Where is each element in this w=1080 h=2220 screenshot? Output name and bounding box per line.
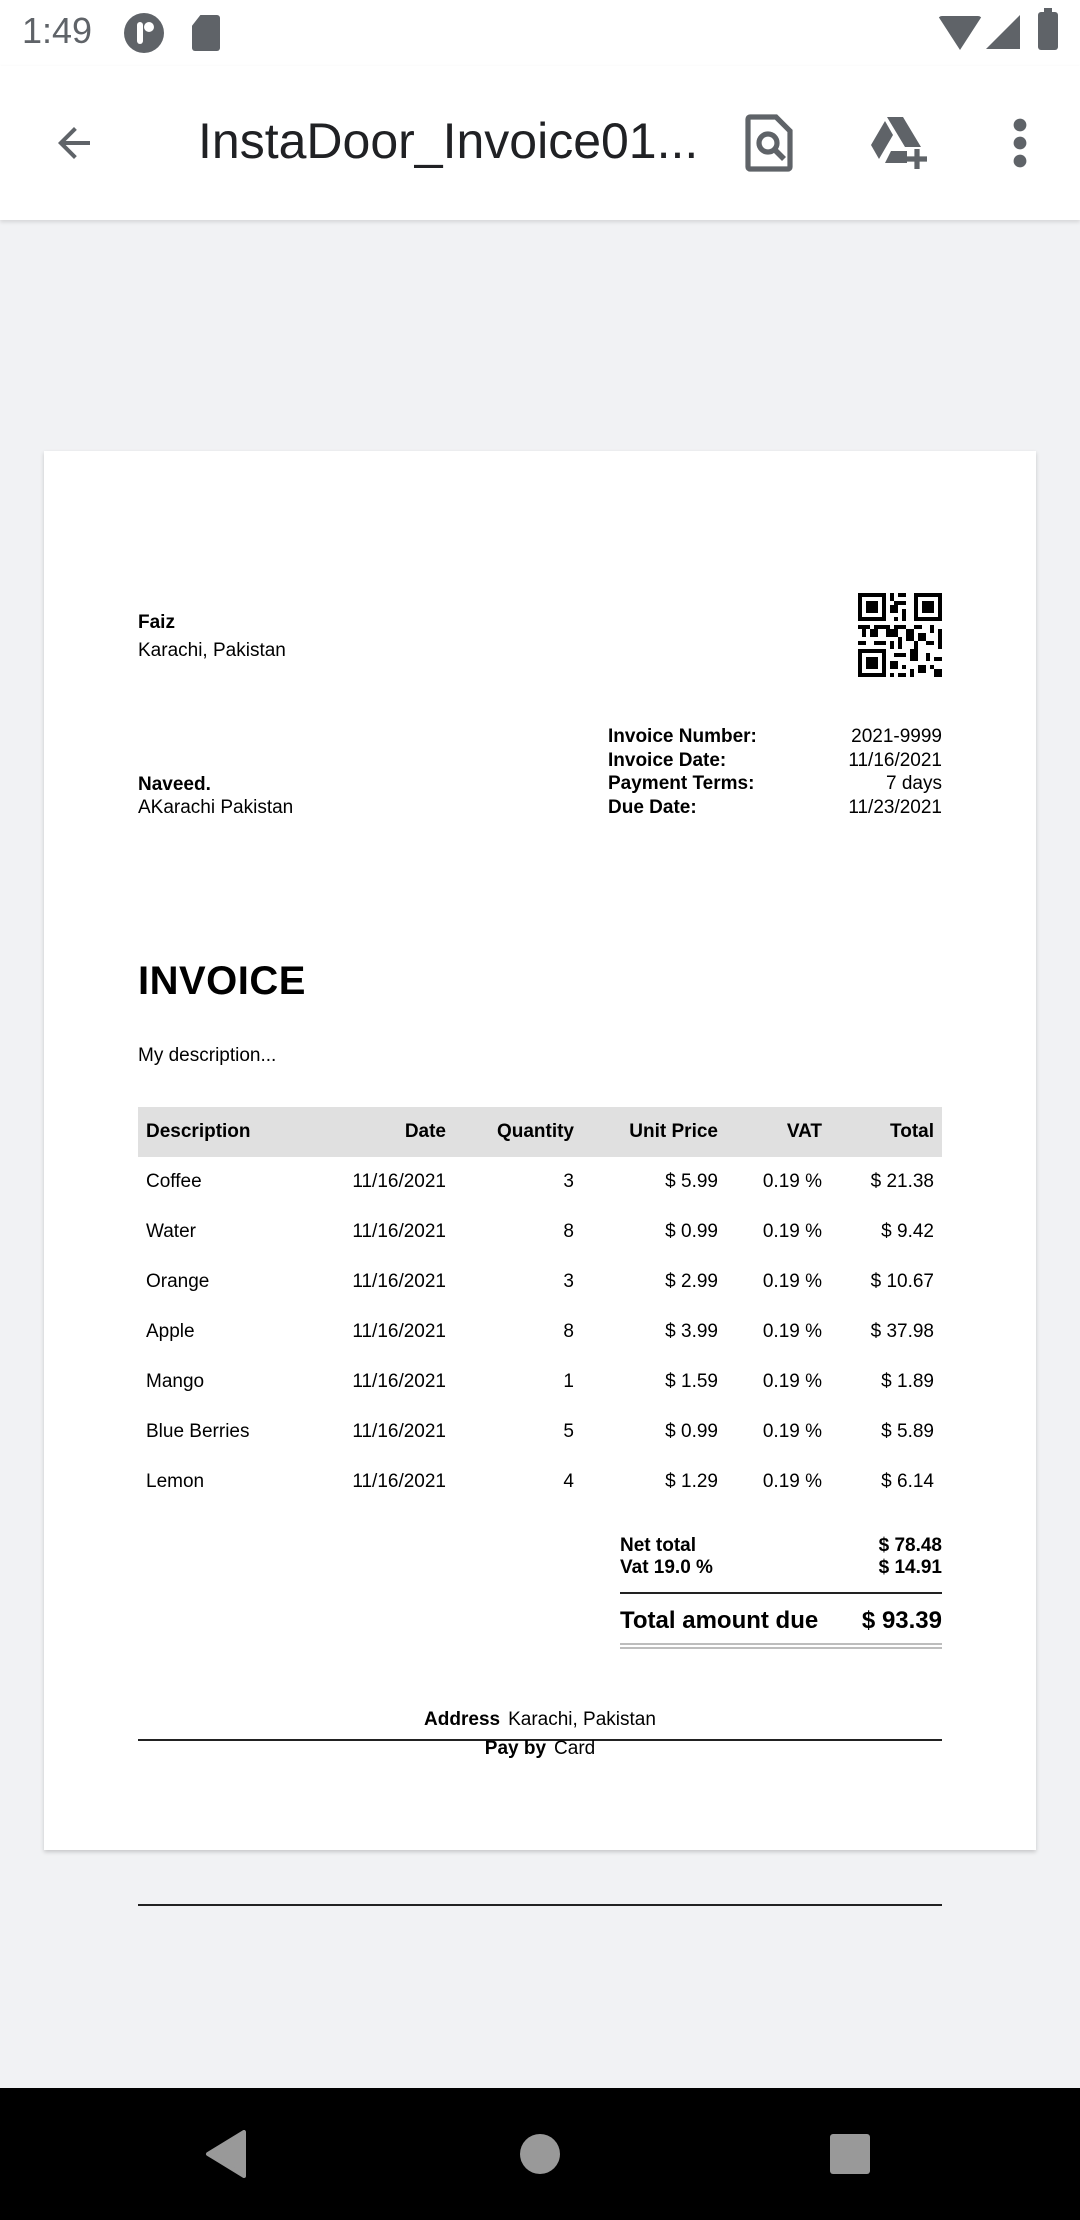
invoice-meta: [608, 725, 942, 819]
footer-payby-label: Pay by: [484, 1738, 547, 1759]
status-bar: [0, 0, 1080, 66]
total-due-value: $ 93.39: [861, 1607, 942, 1634]
app-bar: [0, 66, 1080, 220]
status-time: 1:49: [22, 10, 93, 51]
cell-unit-price: $ 2.99: [665, 1271, 718, 1292]
more-vert-icon: [1012, 117, 1028, 169]
cell-vat: 0.19 %: [762, 1321, 822, 1342]
totals-divider: [620, 1592, 942, 1594]
cell-unit-price: $ 0.99: [665, 1221, 718, 1242]
nav-back-button[interactable]: [196, 2124, 256, 2184]
meta-value: 11/23/2021: [848, 796, 942, 818]
cell-quantity: 1: [563, 1371, 574, 1392]
sender-address: Karachi, Pakistan: [138, 640, 286, 661]
meta-row-invoice-date: [608, 749, 942, 773]
footer-address-line: [138, 1705, 942, 1734]
cell-unit-price: $ 5.99: [665, 1171, 718, 1192]
cell-description: Water: [146, 1221, 196, 1242]
cell-description: Apple: [146, 1321, 195, 1342]
table-row: [138, 1457, 942, 1507]
net-total-value: $ 78.48: [878, 1535, 942, 1556]
meta-row-payment-terms: [608, 772, 942, 796]
table-header-row: [138, 1107, 942, 1157]
column-header-date: Date: [328, 1107, 454, 1157]
cell-description: Mango: [146, 1371, 205, 1392]
line-items-table: [138, 1107, 942, 1507]
net-total-label: Net total: [620, 1535, 696, 1556]
total-due-label: Total amount due: [620, 1607, 819, 1634]
recipient-address: AKarachi Pakistan: [138, 797, 294, 818]
cell-signal-icon: [986, 15, 1020, 49]
table-row: [138, 1407, 942, 1457]
pocket-casts-icon: [124, 13, 164, 53]
back-triangle-icon: [204, 2130, 248, 2178]
more-options-button[interactable]: [988, 111, 1052, 175]
nav-recents-button[interactable]: [820, 2124, 880, 2184]
cell-date: 11/16/2021: [352, 1271, 446, 1292]
cell-vat: 0.19 %: [762, 1271, 822, 1292]
back-button[interactable]: [42, 111, 106, 175]
cell-quantity: 3: [563, 1271, 574, 1292]
sd-card-icon: [192, 15, 220, 51]
column-header-total: Total: [830, 1107, 942, 1157]
cell-total: $ 9.42: [881, 1221, 934, 1242]
total-due-row: [620, 1606, 942, 1636]
cell-description: Blue Berries: [146, 1421, 250, 1442]
cell-vat: 0.19 %: [762, 1371, 822, 1392]
column-header-description: Description: [138, 1107, 328, 1157]
cell-unit-price: $ 3.99: [665, 1321, 718, 1342]
meta-label: Invoice Number:: [608, 726, 757, 747]
vat-row: [620, 1557, 942, 1579]
column-header-quantity: Quantity: [454, 1107, 582, 1157]
column-header-unit-price: Unit Price: [582, 1107, 726, 1157]
cell-date: 11/16/2021: [352, 1321, 446, 1342]
cell-date: 11/16/2021: [352, 1371, 446, 1392]
invoice-title: INVOICE: [138, 959, 306, 1003]
meta-value: 7 days: [886, 773, 942, 794]
cell-total: $ 5.89: [881, 1421, 934, 1442]
meta-value: 11/16/2021: [848, 749, 942, 771]
battery-icon: [1038, 12, 1058, 50]
cell-unit-price: $ 1.59: [665, 1371, 718, 1392]
vat-label: Vat 19.0 %: [620, 1557, 713, 1578]
footer-payby-line: [138, 1734, 942, 1763]
invoice-description: My description...: [138, 1045, 277, 1066]
cell-total: $ 1.89: [881, 1371, 934, 1392]
table-row: [138, 1307, 942, 1357]
invoice-footer: [138, 1705, 942, 1763]
pdf-viewer[interactable]: [0, 220, 1080, 2088]
wifi-icon: [938, 16, 982, 50]
footer-divider: [138, 1904, 942, 1906]
cell-quantity: 4: [563, 1471, 574, 1492]
cell-total: $ 21.38: [870, 1171, 934, 1192]
total-double-underline: [620, 1643, 942, 1649]
meta-row-invoice-number: [608, 725, 942, 749]
cell-date: 11/16/2021: [352, 1421, 446, 1442]
meta-row-due-date: [608, 796, 942, 820]
vat-value: $ 14.91: [878, 1557, 942, 1578]
sender-block: [138, 609, 286, 665]
cell-quantity: 8: [563, 1321, 574, 1342]
meta-value: 2021-9999: [851, 726, 942, 747]
sender-name: Faiz: [138, 612, 175, 633]
arrow-back-icon: [50, 119, 98, 167]
add-to-drive-button[interactable]: [868, 111, 932, 175]
cell-date: 11/16/2021: [352, 1471, 446, 1492]
table-row: [138, 1357, 942, 1407]
table-row: [138, 1257, 942, 1307]
footer-payby-value: Card: [554, 1738, 596, 1759]
qr-code-icon: [858, 593, 942, 677]
cell-quantity: 5: [563, 1421, 574, 1442]
net-total-row: [620, 1535, 942, 1557]
footer-address-label: Address: [424, 1709, 501, 1730]
table-row: [138, 1207, 942, 1257]
recents-square-icon: [829, 2133, 871, 2175]
cell-quantity: 3: [563, 1171, 574, 1192]
cell-date: 11/16/2021: [352, 1221, 446, 1242]
cell-total: $ 37.98: [870, 1321, 934, 1342]
find-in-document-button[interactable]: [738, 111, 802, 175]
cell-total: $ 10.67: [870, 1271, 934, 1292]
document-title: InstaDoor_Invoice01...: [198, 113, 699, 169]
cell-unit-price: $ 1.29: [665, 1471, 718, 1492]
cell-description: Orange: [146, 1271, 210, 1292]
home-circle-icon: [519, 2133, 561, 2175]
cell-vat: 0.19 %: [762, 1471, 822, 1492]
pdf-page: [44, 451, 1036, 1850]
nav-home-button[interactable]: [510, 2124, 570, 2184]
meta-label: Invoice Date:: [608, 749, 727, 771]
recipient-block: [138, 773, 293, 819]
cell-description: Coffee: [146, 1171, 202, 1192]
cell-description: Lemon: [146, 1471, 205, 1492]
cell-vat: 0.19 %: [762, 1221, 822, 1242]
totals-block: [620, 1535, 942, 1649]
table-row: [138, 1157, 942, 1207]
recipient-name: Naveed.: [138, 774, 211, 795]
meta-label: Due Date:: [608, 796, 697, 818]
cell-unit-price: $ 0.99: [665, 1421, 718, 1442]
footer-address-value: Karachi, Pakistan: [508, 1709, 656, 1730]
cell-quantity: 8: [563, 1221, 574, 1242]
find-in-page-icon: [744, 113, 796, 173]
meta-label: Payment Terms:: [608, 773, 755, 794]
cell-vat: 0.19 %: [762, 1171, 822, 1192]
cell-date: 11/16/2021: [352, 1171, 446, 1192]
drive-add-icon: [869, 115, 931, 171]
column-header-vat: VAT: [726, 1107, 830, 1157]
cell-total: $ 6.14: [881, 1471, 934, 1492]
system-nav-bar: [0, 2088, 1080, 2220]
cell-vat: 0.19 %: [762, 1421, 822, 1442]
